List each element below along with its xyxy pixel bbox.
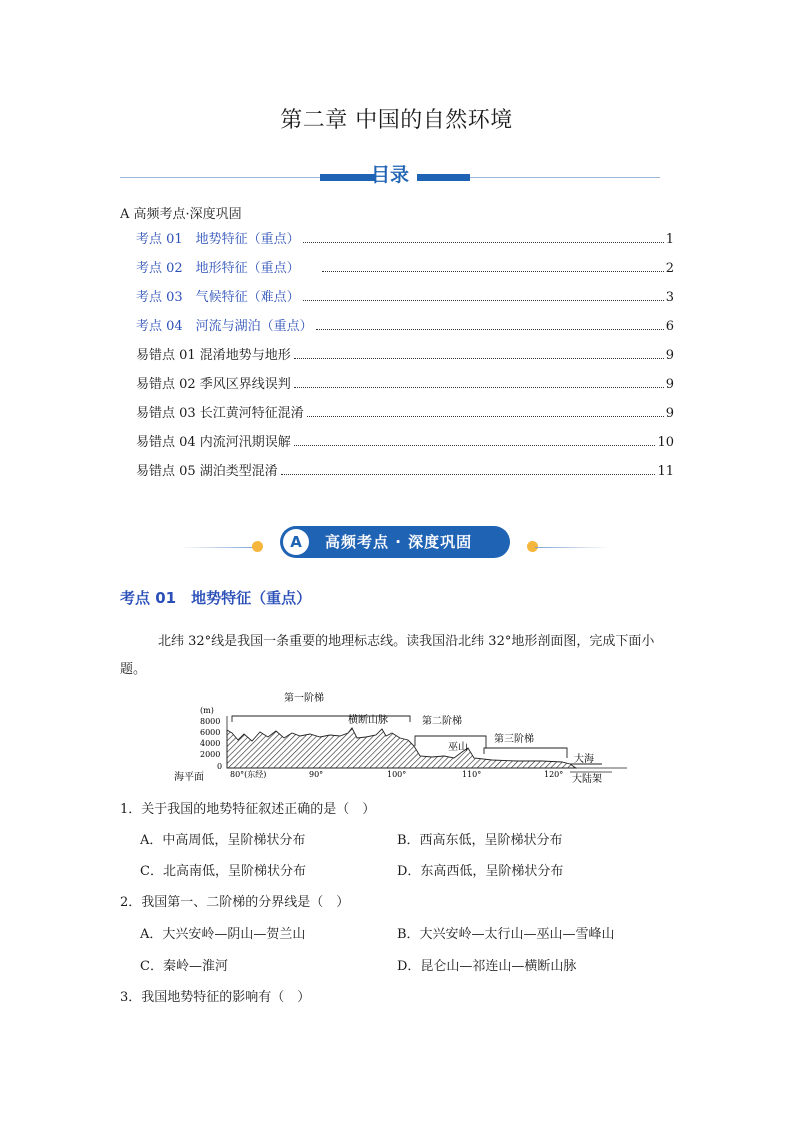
toc-section-label: A 高频考点·深度巩固	[120, 207, 242, 222]
toc-entry-label: 易错点 01 混淆地势与地形	[136, 348, 291, 363]
option-b[interactable]: B．西高东低，呈阶梯状分布	[397, 833, 563, 848]
toc-entry[interactable]	[136, 461, 674, 479]
banner-line-right	[535, 547, 610, 548]
shelf-label: 大陆架	[572, 774, 602, 785]
option-d[interactable]: D．东高西低，呈阶梯状分布	[397, 864, 564, 879]
option-c[interactable]: C．北高南低，呈阶梯状分布	[140, 864, 306, 879]
toc-entry-label: 易错点 03 长江黄河特征混淆	[136, 406, 304, 421]
toc-leader	[294, 358, 664, 359]
x-tick-label: 90°	[309, 770, 324, 779]
y-tick-label: 4000	[200, 739, 221, 748]
hengduan-label: 横断山脉	[348, 715, 388, 726]
toc-entry[interactable]	[136, 316, 674, 334]
banner-line-left	[180, 547, 255, 548]
toc-heading: 目录	[370, 164, 409, 186]
question-stem: 1．关于我国的地势特征叙述正确的是（ ）	[120, 802, 376, 817]
toc-leader	[307, 416, 664, 417]
toc-entry-label: 易错点 04 内流河汛期误解	[136, 435, 291, 450]
toc-leader	[294, 387, 664, 388]
toc-leader	[303, 242, 664, 243]
toc-page-number: 10	[657, 435, 674, 450]
step2-label: 第二阶梯	[422, 716, 462, 727]
toc-entry[interactable]	[136, 287, 674, 305]
y-unit-label: (m)	[200, 706, 214, 715]
toc-leader	[322, 271, 664, 272]
question-stem: 3．我国地势特征的影响有（ ）	[120, 990, 311, 1005]
wushan-label: 巫山	[448, 742, 468, 753]
toc-page-number: 9	[665, 377, 674, 392]
toc-entry[interactable]	[136, 403, 674, 421]
toc-page-number: 11	[657, 464, 674, 479]
option-c[interactable]: C．秦岭—淮河	[140, 959, 228, 974]
section-title: 考点 01 地势特征（重点）	[120, 589, 312, 607]
x-tick-label: 120°	[544, 770, 564, 779]
banner-dot-left	[252, 541, 263, 552]
question-stem: 2．我国第一、二阶梯的分界线是（ ）	[120, 895, 350, 910]
toc-page-number: 1	[665, 232, 674, 247]
y-tick-label: 0	[217, 762, 223, 771]
option-a[interactable]: A．中高周低，呈阶梯状分布	[140, 833, 306, 848]
x-tick-label: 110°	[462, 770, 482, 779]
y-tick-label: 8000	[200, 717, 221, 726]
toc-page-number: 3	[665, 290, 674, 305]
x-tick-label: 100°	[387, 770, 407, 779]
toc-entry[interactable]	[136, 374, 674, 392]
intro-paragraph: 北纬 32°线是我国一条重要的地理标志线。读我国沿北纬 32°地形剖面图，完成下面小题。	[120, 634, 655, 677]
banner-letter: A	[283, 529, 309, 555]
toc-page-number: 2	[665, 261, 674, 276]
toc-leader	[316, 329, 664, 330]
toc-leader	[281, 474, 656, 475]
toc-page-number: 6	[665, 319, 674, 334]
toc-entry-label: 易错点 02 季风区界线误判	[136, 377, 291, 392]
y-tick-label: 6000	[200, 728, 221, 737]
banner-title: 高频考点 · 深度巩固	[325, 533, 473, 551]
toc-page-number: 9	[665, 406, 674, 421]
y-tick-label: 2000	[200, 750, 221, 759]
terrain-profile-figure	[172, 688, 632, 788]
sea-label: 大海	[574, 754, 594, 765]
step1-label: 第一阶梯	[284, 693, 324, 704]
toc-leader	[303, 300, 664, 301]
toc-heading-bar	[120, 160, 660, 190]
toc-page-number: 9	[665, 348, 674, 363]
sea-level-label: 海平面	[174, 772, 204, 783]
option-b[interactable]: B．大兴安岭—太行山—巫山—雪峰山	[397, 927, 615, 942]
x-tick-label: 80°(东经)	[230, 770, 267, 779]
step3-label: 第三阶梯	[494, 734, 534, 745]
step3-bracket	[484, 748, 567, 758]
option-d[interactable]: D．昆仑山—祁连山—横断山脉	[397, 959, 577, 974]
toc-entry[interactable]	[136, 258, 674, 276]
page-title: 第二章 中国的自然环境	[280, 108, 513, 133]
toc-entry-label: 考点 01 地势特征（重点）	[136, 232, 300, 247]
section-banner	[180, 522, 610, 562]
toc-entry-label: 考点 04 河流与湖泊（重点）	[136, 319, 313, 334]
toc-leader	[294, 445, 656, 446]
toc-entry-label: 考点 03 气候特征（难点）	[136, 290, 300, 305]
toc-entry[interactable]	[136, 345, 674, 363]
toc-entry-label: 易错点 05 湖泊类型混淆	[136, 464, 278, 479]
toc-entry[interactable]	[136, 229, 674, 247]
toc-entry[interactable]	[136, 432, 674, 450]
option-a[interactable]: A．大兴安岭—阴山—贺兰山	[140, 927, 306, 942]
toc-entry-label: 考点 02 地形特征（重点）	[136, 261, 300, 276]
